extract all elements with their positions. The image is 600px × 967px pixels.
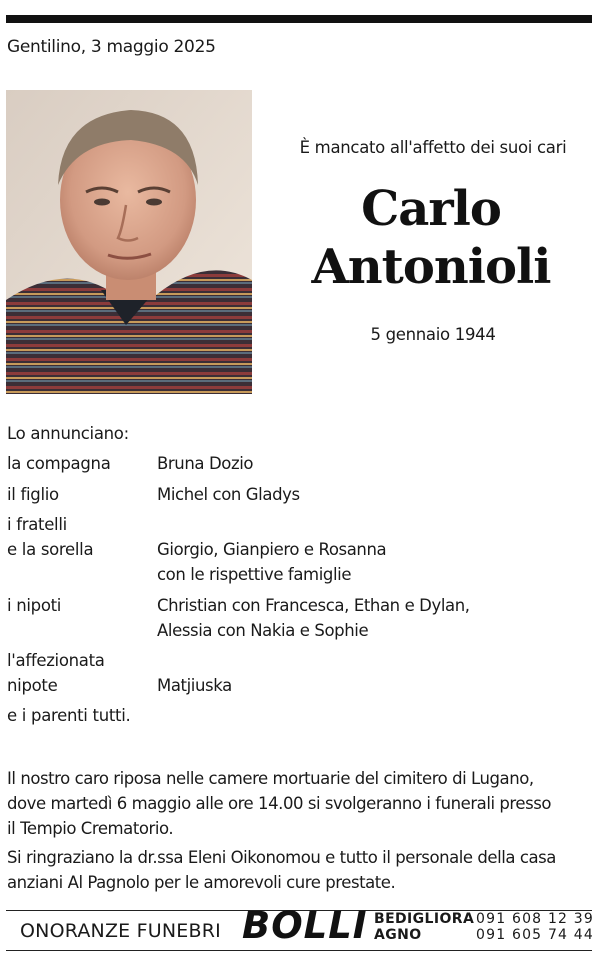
relation-text: la compagna bbox=[7, 454, 111, 473]
relative-name: Bruna Dozio bbox=[157, 454, 254, 473]
thanks-paragraph bbox=[7, 845, 595, 895]
deceased-name bbox=[258, 180, 600, 296]
relative-name: Giorgio, Gianpiero e Rosanna bbox=[157, 540, 387, 559]
relation-text: i nipoti bbox=[7, 596, 62, 615]
funeral-home-label: ONORANZE FUNEBRI bbox=[20, 920, 221, 942]
portrait-photo bbox=[6, 90, 252, 394]
paragraph-line: anziani Al Pagnolo per le amorevoli cure prestate. bbox=[7, 873, 396, 892]
first-name: Carlo bbox=[361, 181, 501, 237]
relative-name: Matjiuska bbox=[157, 676, 232, 695]
relative-label bbox=[7, 451, 111, 476]
place-date: Gentilino, 3 maggio 2025 bbox=[7, 37, 216, 57]
relative-label bbox=[7, 593, 61, 618]
paragraph-line: Il nostro caro riposa nelle camere mortuarie del cimitero di Lugano, bbox=[7, 769, 534, 788]
relative-label bbox=[7, 482, 59, 507]
announce-label: Lo annunciano: bbox=[7, 424, 129, 443]
paragraph-line: Si ringraziano la dr.ssa Eleni Oikonomou e tutto il personale della casa bbox=[7, 848, 556, 867]
relation-text: l'affezionata bbox=[7, 651, 105, 670]
relative-name: con le rispettive famiglie bbox=[157, 565, 352, 584]
relative-label bbox=[7, 512, 93, 562]
relation-text: e i parenti tutti. bbox=[7, 706, 131, 725]
relative-names bbox=[157, 593, 470, 643]
office-city: AGNO bbox=[374, 927, 422, 943]
office-city: BEDIGLIORA bbox=[374, 911, 475, 927]
paragraph-line: il Tempio Crematorio. bbox=[7, 819, 174, 838]
relative-name: Alessia con Nakia e Sophie bbox=[157, 621, 369, 640]
relative-label bbox=[7, 703, 130, 728]
relative-name: Christian con Francesca, Ethan e Dylan, bbox=[157, 596, 470, 615]
birth-date: 5 gennaio 1944 bbox=[370, 325, 496, 344]
footer-bottom-rule bbox=[6, 950, 592, 951]
relation-text: nipote bbox=[7, 676, 58, 695]
funeral-home-brand: BOLLI bbox=[242, 904, 368, 947]
relation-text: il figlio bbox=[7, 485, 59, 504]
relative-names bbox=[157, 673, 232, 698]
funeral-paragraph bbox=[7, 766, 595, 841]
paragraph-line: dove martedì 6 maggio alle ore 14.00 si svolgeranno i funerali presso bbox=[7, 794, 552, 813]
relative-name: Michel con Gladys bbox=[157, 485, 300, 504]
relative-names bbox=[157, 537, 386, 587]
death-announcement-intro: È mancato all'affetto dei suoi cari bbox=[299, 138, 567, 157]
relation-text: e la sorella bbox=[7, 540, 94, 559]
office-phone: 091 605 74 44 bbox=[476, 927, 595, 943]
last-name: Antonioli bbox=[311, 239, 551, 295]
relative-label bbox=[7, 648, 105, 698]
top-rule bbox=[6, 15, 592, 23]
office-phone: 091 608 12 39 bbox=[476, 911, 595, 927]
portrait-illustration bbox=[6, 90, 252, 394]
relative-names bbox=[157, 451, 253, 476]
relation-text: i fratelli bbox=[7, 515, 67, 534]
relative-names bbox=[157, 482, 300, 507]
